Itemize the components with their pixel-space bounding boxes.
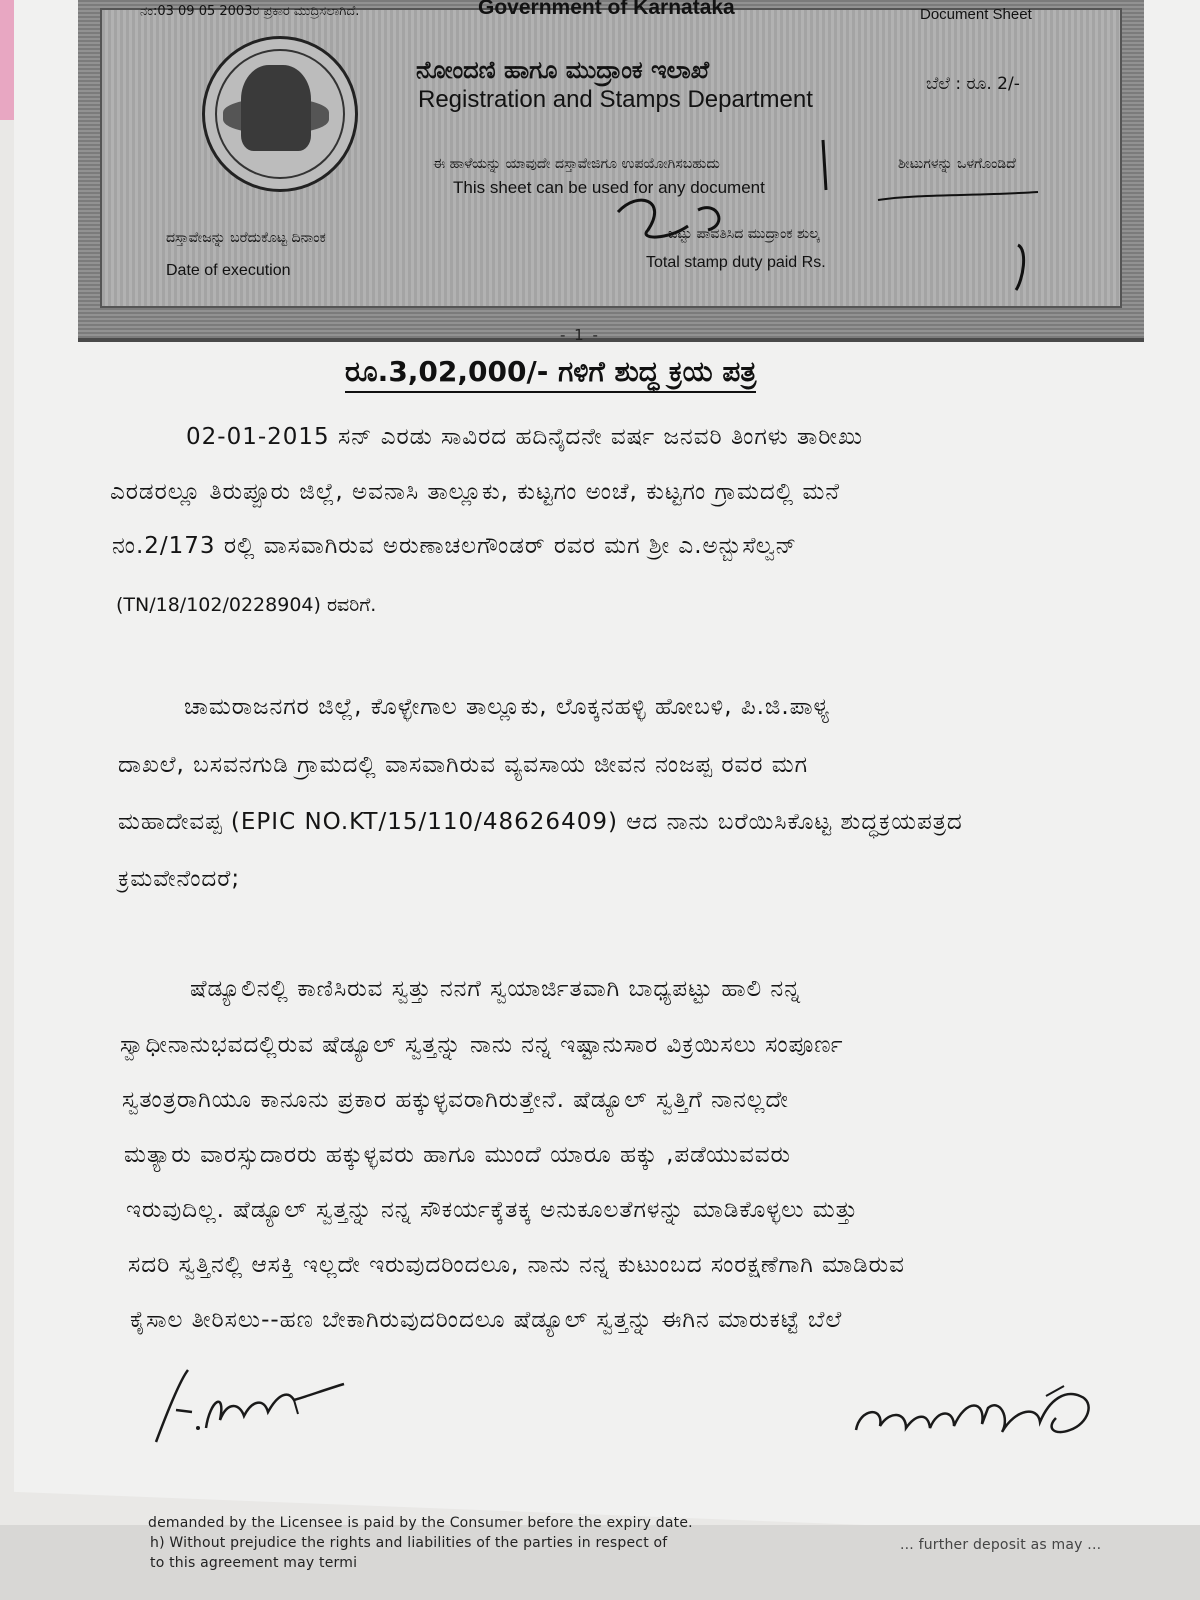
stamp-date-english: Date of execution [166, 262, 291, 279]
stamp-use-english: This sheet can be used for any document [453, 178, 765, 197]
stamp-use-kannada: ಈ ಹಾಳೆಯನ್ನು ಯಾವುದೇ ದಸ್ತಾವೇಜಿಗೂ ಉಪಯೋಗಿಸಬಹುದು [433, 156, 720, 172]
para2-line4: ಕ್ರಮವೇನೆಂದರೆ; [118, 866, 241, 892]
para3-line4: ಮತ್ಯಾರು ವಾರಸ್ಸುದಾರರು ಹಕ್ಕುಳ್ಳವರು ಹಾಗೂ ಮುಂದೆ ಯಾರೂ ಹಕ್ಕು ,ಪಡೆಯುವವರು [124, 1142, 791, 1168]
para3-line1: ಷೆಡ್ಯೂಲಿನಲ್ಲಿ ಕಾಣಿಸಿರುವ ಸ್ವತ್ತು ನನಗೆ ಸ್ವಯಾರ್ಜಿತವಾಗಿ ಬಾಧ್ಯಪಟ್ಟು ಹಾಲಿ ನನ್ನ [190, 976, 802, 1002]
stamp-reg-no: ನಂ:03 09 05 2003ರ ಪ್ರಕಾರ ಮುದ್ರಿಸಲಾಗಿದೆ. [140, 4, 360, 19]
bottom-line-right: ... further deposit as may ... [900, 1537, 1102, 1553]
para3-line7: ಕೈಸಾಲ ತೀರಿಸಲು--ಹಣ ಬೇಕಾಗಿರುವುದರಿಂದಲೂ ಷೆಡ್ಯೂಲ್ ಸ್ವತ್ತನ್ನು ಈಗಿನ ಮಾರುಕಟ್ಟೆ ಬೆಲೆ [130, 1307, 843, 1333]
bottom-line-2: h) Without prejudice the rights and liabilities of the parties in respect of [150, 1535, 668, 1551]
para2-line3: ಮಹಾದೇವಪ್ಪ (EPIC NO.KT/15/110/48626409) ಆದ ನಾನು ಬರೆಯಿಸಿಕೊಟ್ಟ ಶುದ್ಧಕ್ರಯಪತ್ರದ [118, 809, 963, 835]
karnataka-emblem-icon [202, 36, 358, 192]
stamp-header [78, 0, 1144, 342]
underlying-page [0, 1515, 1200, 1600]
buyer-signature [148, 1360, 358, 1450]
stamp-price: ಬೆಲೆ : ರೂ. 2/- [926, 74, 1020, 94]
para3-line6: ಸದರಿ ಸ್ವತ್ತಿನಲ್ಲಿ ಆಸಕ್ತಿ ಇಲ್ಲದೇ ಇರುವುದರಿಂದಲೂ, ನಾನು ನನ್ನ ಕುಟುಂಬದ ಸಂರಕ್ಷಣೆಗಾಗಿ ಮಾಡಿರುವ [128, 1252, 905, 1278]
para3-line3: ಸ್ವತಂತ್ರರಾಗಿಯೂ ಕಾನೂನು ಪ್ರಕಾರ ಹಕ್ಕುಳ್ಳವರಾಗಿರುತ್ತೇನೆ. ಷೆಡ್ಯೂಲ್ ಸ್ವತ್ತಿಗೆ ನಾನಲ್ಲದೇ [122, 1087, 789, 1113]
para1-line3: ನಂ.2/173 ರಲ್ಲಿ ವಾಸವಾಗಿರುವ ಅರುಣಾಚಲಗೌಂಡರ್ ರವರ ಮಗ ಶ್ರೀ ಎ.ಅನ್ಬುಸೆಲ್ವನ್ [112, 533, 798, 559]
para3-line5: ಇರುವುದಿಲ್ಲ. ಷೆಡ್ಯೂಲ್ ಸ್ವತ್ತನ್ನು ನನ್ನ ಸೌಕರ್ಯಕ್ಕೆತಕ್ಕ ಅನುಕೂಲತೆಗಳನ್ನು ಮಾಡಿಕೊಳ್ಳಲು ಮತ್ತು [126, 1197, 859, 1223]
para2-line1: ಚಾಮರಾಜನಗರ ಜಿಲ್ಲೆ, ಕೊಳ್ಳೇಗಾಲ ತಾಲ್ಲೂಕು, ಲೊಕ್ಕನಹಳ್ಳಿ ಹೋಬಳಿ, ಪಿ.ಜಿ.ಪಾಳ್ಯ [184, 694, 831, 720]
document-title: ರೂ.3,02,000/- ಗಳಿಗೆ ಶುದ್ಧ ಕ್ರಯ ಪತ್ರ [345, 355, 756, 393]
stamp-duty-kannada: ಒಟ್ಟು ಪಾವತಿಸಿದ ಮುದ್ರಾಂಕ ಶುಲ್ಕ [668, 226, 820, 242]
para3-line2: ಸ್ವಾಧೀನಾನುಭವದಲ್ಲಿರುವ ಷೆಡ್ಯೂಲ್ ಸ್ವತ್ತನ್ನು ನಾನು ನನ್ನ ಇಷ್ಟಾನುಸಾರ ವಿಕ್ರಯಿಸಲು ಸಂಪೂರ್ಣ [120, 1032, 844, 1058]
para1-line1: 02-01-2015 ಸನ್ ಎರಡು ಸಾವಿರದ ಹದಿನೈದನೇ ವರ್ಷ ಜನವರಿ ತಿಂಗಳು ತಾರೀಖು [186, 424, 864, 450]
bottom-line-1: demanded by the Licensee is paid by the Consumer before the expiry date. [148, 1515, 693, 1531]
stamp-date-kannada: ದಸ್ತಾವೇಜನ್ನು ಬರೆದುಕೊಟ್ಟ ದಿನಾಂಕ [166, 230, 326, 246]
para1-line2: ಎರಡರಲ್ಲೂ ತಿರುಪ್ಪೂರು ಜಿಲ್ಲೆ, ಅವನಾಸಿ ತಾಲ್ಲೂಕು, ಕುಟ್ಟಗಂ ಅಂಚೆ, ಕುಟ್ಟಗಂ ಗ್ರಾಮದಲ್ಲಿ ಮನೆ [110, 479, 841, 505]
bottom-line-3: to this agreement may termi [150, 1555, 358, 1571]
stamp-dept-english: Registration and Stamps Department [418, 86, 813, 113]
para2-line2: ದಾಖಲೆ, ಬಸವನಗುಡಿ ಗ್ರಾಮದಲ್ಲಿ ವಾಸವಾಗಿರುವ ವ್ಯವಸಾಯ ಜೀವನ ನಂಜಪ್ಪ ರವರ ಮಗ [118, 752, 809, 778]
stamp-duty-english: Total stamp duty paid Rs. [646, 254, 826, 271]
page-number: - 1 - [560, 326, 600, 344]
stamp-handwriting-marks [598, 130, 1118, 300]
stamp-dept-kannada: ನೋಂದಣಿ ಹಾಗೂ ಮುದ್ರಾಂಕ ಇಲಾಖೆ [416, 56, 710, 84]
stamp-sheets-kannada: ಶೀಟುಗಳನ್ನು ಒಳಗೊಂಡಿದೆ [898, 156, 1016, 172]
stamp-government: Government of Karnataka [478, 0, 735, 19]
seller-signature [850, 1378, 1110, 1458]
stamp-document-sheet: Document Sheet [920, 6, 1032, 23]
para1-line4: (TN/18/102/0228904) ರವರಿಗೆ. [116, 594, 377, 616]
